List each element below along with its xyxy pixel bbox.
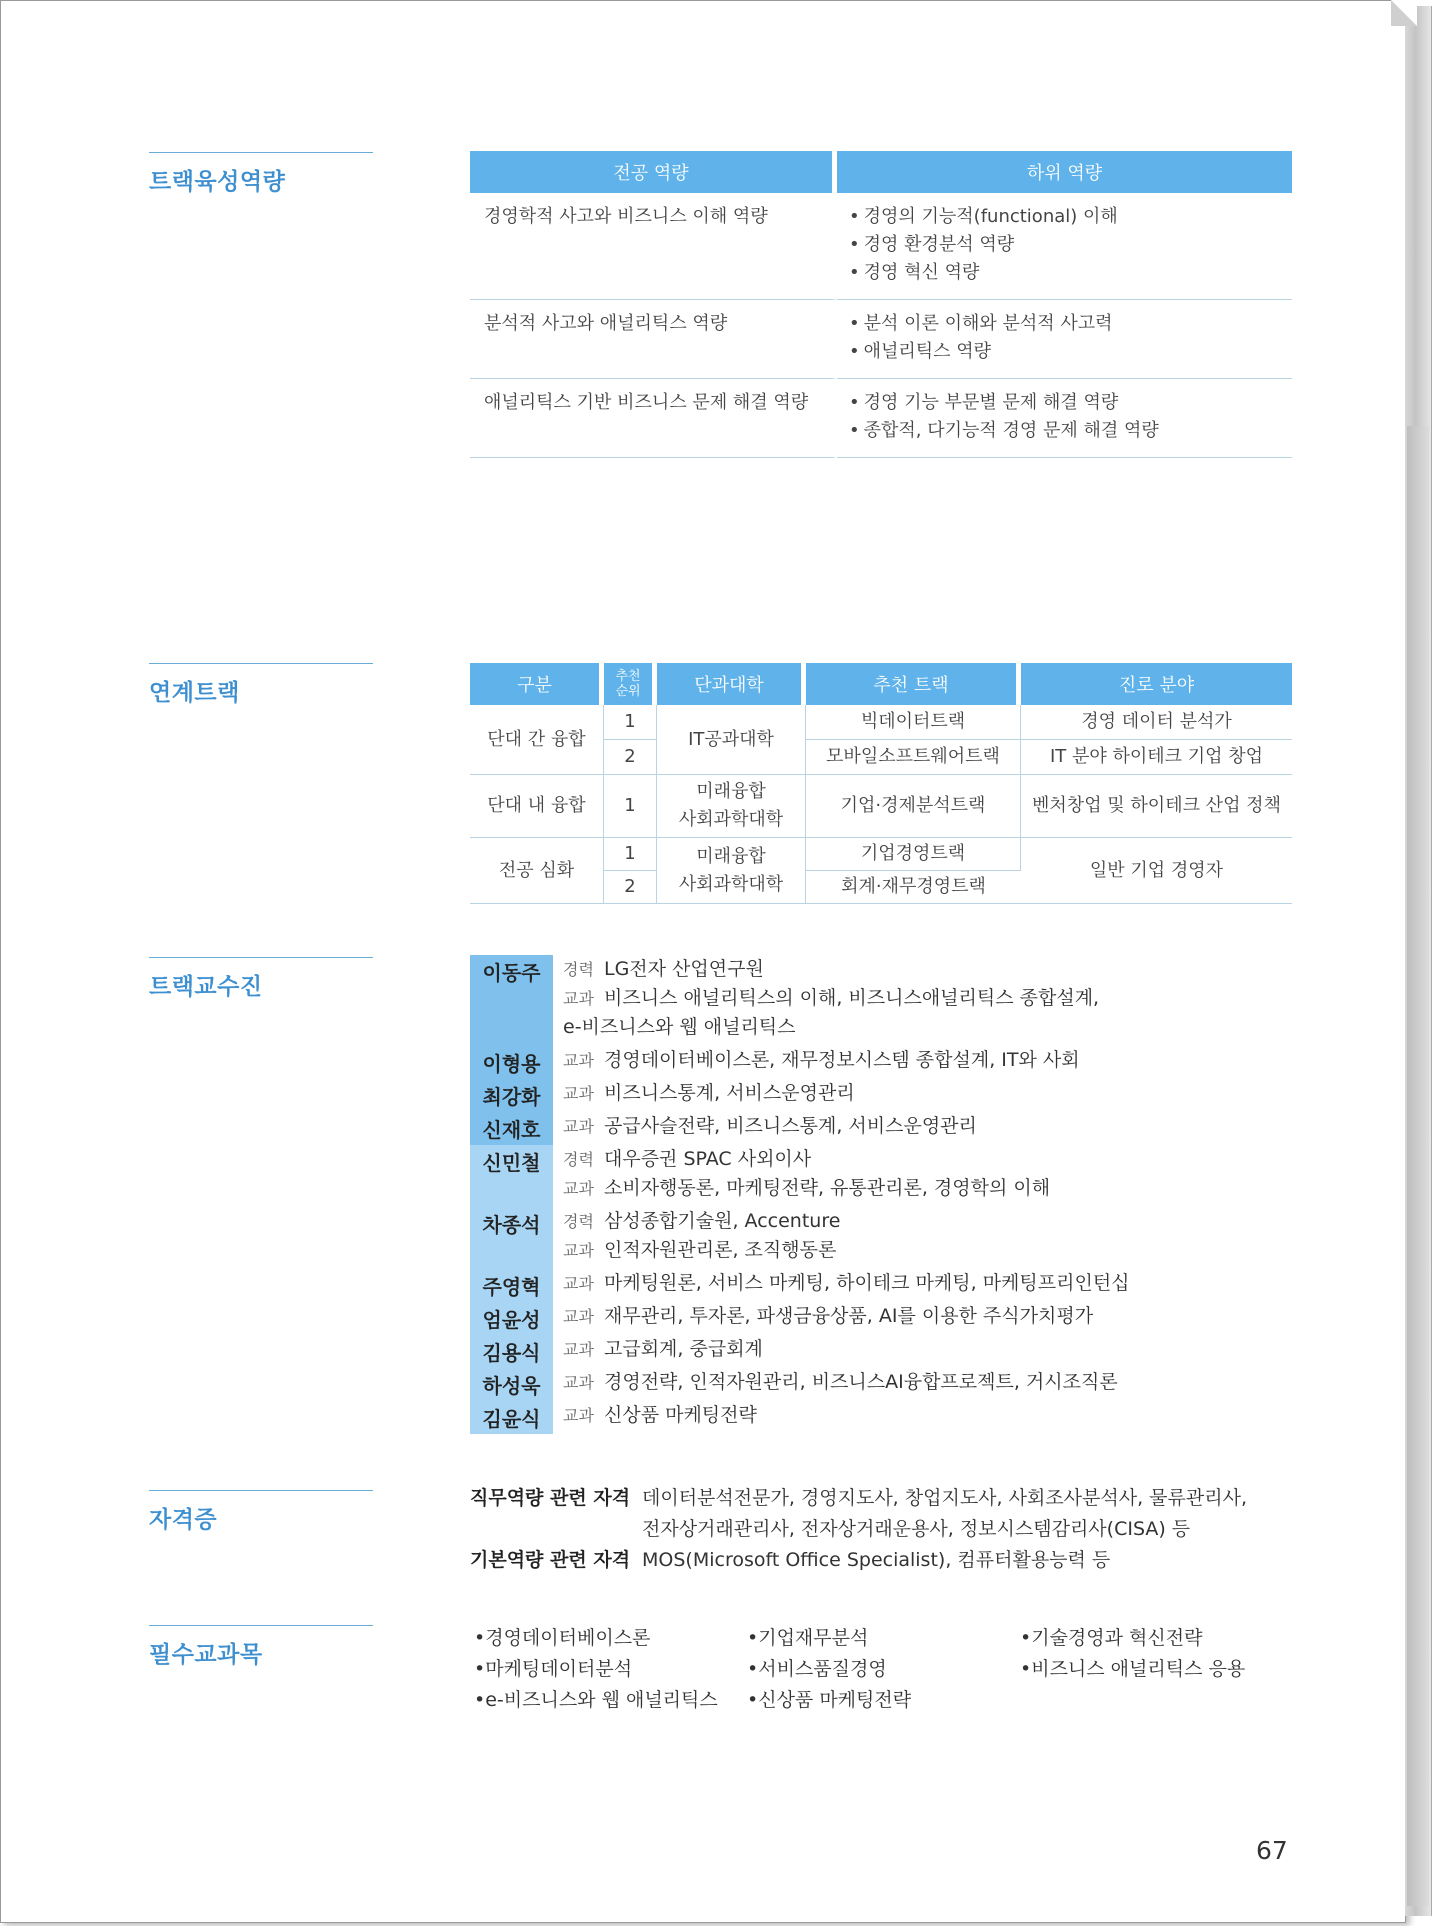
courses-tag: 교과	[563, 989, 594, 1008]
faculty-name: 신민철	[470, 1145, 553, 1207]
faculty-entry	[470, 1335, 1330, 1368]
track-row	[470, 705, 1292, 740]
track-header-row	[470, 663, 1292, 705]
page-corner-fold	[1391, 0, 1417, 26]
track-college-cell: 미래융합 사회과학대학	[657, 775, 806, 838]
career-tag: 경력	[563, 1212, 594, 1231]
track-career-cell: 벤처창업 및 하이테크 산업 정책	[1021, 775, 1292, 838]
career-tag: 경력	[563, 960, 594, 979]
competency-sub-cell	[837, 379, 1292, 458]
courses-tag: 교과	[563, 1340, 594, 1359]
faculty-name: 신재호	[470, 1112, 553, 1145]
required-course-item: • 기업재무분석	[747, 1623, 1020, 1654]
basic-certificates-row	[470, 1545, 1310, 1576]
courses-tag: 교과	[563, 1179, 594, 1198]
faculty-career: 삼성종합기술원, Accenture	[604, 1210, 841, 1232]
track-name-cell: 빅데이터트랙	[806, 705, 1021, 740]
track-career-cell: 경영 데이터 분석가	[1021, 705, 1292, 740]
page-number: 67	[1256, 1836, 1288, 1865]
track-rank-cell: 1	[604, 705, 657, 740]
track-header-track: 추천 트랙	[806, 663, 1021, 705]
faculty-courses: 비즈니스 애널리틱스의 이해, 비즈니스애널리틱스 종합설계,	[604, 987, 1100, 1009]
track-rank-cell: 1	[604, 838, 657, 871]
faculty-courses-continued: e-비즈니스와 웹 애널리틱스	[563, 1016, 796, 1038]
competency-header-row	[470, 151, 1292, 193]
faculty-courses: 경영전략, 인적자원관리, 비즈니스AI융합프로젝트, 거시조직론	[604, 1371, 1118, 1393]
basic-certificates-label: 기본역량 관련 자격	[470, 1549, 631, 1571]
faculty-entry	[470, 1207, 1330, 1269]
competency-table	[470, 151, 1292, 458]
faculty-courses: 재무관리, 투자론, 파생금융상품, AI를 이용한 주식가치평가	[604, 1305, 1094, 1327]
faculty-courses: 인적자원관리론, 조직행동론	[604, 1239, 837, 1261]
competency-row	[470, 300, 1292, 379]
faculty-entry	[470, 1269, 1330, 1302]
required-course-item: • 마케팅데이터분석	[474, 1654, 747, 1685]
required-course-list	[474, 1623, 1314, 1716]
section-label-faculty: 트랙교수진	[149, 957, 373, 1001]
section-label-competency: 트랙육성역량	[149, 152, 373, 196]
courses-tag: 교과	[563, 1274, 594, 1293]
faculty-details	[553, 1207, 840, 1269]
sub-competency-item: • 애널리틱스 역량	[849, 338, 1278, 366]
track-career-cell: 일반 기업 경영자	[1021, 838, 1292, 904]
courses-tag: 교과	[563, 1084, 594, 1103]
competency-major-cell: 분석적 사고와 애널리틱스 역량	[470, 300, 837, 379]
required-course-item: • 서비스품질경영	[747, 1654, 1020, 1685]
track-name-cell: 기업·경제분석트랙	[806, 775, 1021, 838]
linked-track-table	[470, 663, 1292, 904]
competency-header-major: 전공 역량	[470, 151, 837, 193]
track-header-category: 구분	[470, 663, 604, 705]
faculty-entry	[470, 1046, 1330, 1079]
page-edge-band	[1407, 426, 1429, 1906]
track-college-cell: 미래융합 사회과학대학	[657, 838, 806, 904]
faculty-name: 김윤식	[470, 1401, 553, 1434]
job-certificates-row-continued	[470, 1514, 1310, 1545]
courses-tag: 교과	[563, 1307, 594, 1326]
faculty-name: 엄윤성	[470, 1302, 553, 1335]
faculty-entry	[470, 1112, 1330, 1145]
faculty-details	[553, 1335, 763, 1368]
faculty-details	[553, 1079, 855, 1112]
track-header-college: 단과대학	[657, 663, 806, 705]
faculty-details	[553, 1368, 1118, 1401]
track-row	[470, 838, 1292, 871]
track-college-cell: IT공과대학	[657, 705, 806, 775]
track-rank-cell: 2	[604, 871, 657, 904]
faculty-name: 김용식	[470, 1335, 553, 1368]
certificate-list	[470, 1483, 1310, 1576]
faculty-details	[553, 1145, 1050, 1207]
faculty-entry	[470, 1145, 1330, 1207]
track-category-cell: 단대 내 융합	[470, 775, 604, 838]
track-name-cell: 회계·재무경영트랙	[806, 871, 1021, 904]
track-rank-cell: 2	[604, 740, 657, 775]
faculty-courses: 비즈니스통계, 서비스운영관리	[604, 1082, 855, 1104]
sub-competency-item: • 경영 혁신 역량	[849, 259, 1278, 287]
faculty-entry	[470, 1368, 1330, 1401]
track-row	[470, 775, 1292, 838]
track-name-cell: 모바일소프트웨어트랙	[806, 740, 1021, 775]
faculty-name: 이형용	[470, 1046, 553, 1079]
faculty-entry	[470, 955, 1330, 1046]
faculty-details	[553, 1269, 1130, 1302]
competency-row	[470, 379, 1292, 458]
faculty-entry	[470, 1302, 1330, 1335]
competency-major-cell: 경영학적 사고와 비즈니스 이해 역량	[470, 193, 837, 300]
track-category-cell: 단대 간 융합	[470, 705, 604, 775]
sub-competency-item: • 분석 이론 이해와 분석적 사고력	[849, 310, 1278, 338]
courses-tag: 교과	[563, 1051, 594, 1070]
job-certificates-line1: 데이터분석전문가, 경영지도사, 창업지도사, 사회조사분석사, 물류관리사,	[642, 1487, 1247, 1509]
competency-row	[470, 193, 1292, 300]
faculty-career: LG전자 산업연구원	[604, 958, 764, 980]
faculty-courses: 공급사슬전략, 비즈니스통계, 서비스운영관리	[604, 1115, 977, 1137]
courses-tag: 교과	[563, 1406, 594, 1425]
track-career-cell: IT 분야 하이테크 기업 창업	[1021, 740, 1292, 775]
faculty-list	[470, 955, 1330, 1434]
cert-label-spacer	[470, 1514, 642, 1545]
faculty-entry	[470, 1079, 1330, 1112]
faculty-courses: 신상품 마케팅전략	[604, 1404, 757, 1426]
faculty-details	[553, 955, 1099, 1046]
faculty-courses: 경영데이터베이스론, 재무정보시스템 종합설계, IT와 사회	[604, 1049, 1080, 1071]
section-label-certificates: 자격증	[149, 1490, 373, 1534]
track-header-rank: 추천 순위	[604, 663, 657, 705]
faculty-courses: 소비자행동론, 마케팅전략, 유통관리론, 경영학의 이해	[604, 1177, 1051, 1199]
faculty-details	[553, 1401, 757, 1434]
required-course-item: • 경영데이터베이스론	[474, 1623, 747, 1654]
competency-major-cell: 애널리틱스 기반 비즈니스 문제 해결 역량	[470, 379, 837, 458]
faculty-courses: 마케팅원론, 서비스 마케팅, 하이테크 마케팅, 마케팅프리인턴십	[604, 1272, 1130, 1294]
required-course-item: • 신상품 마케팅전략	[747, 1685, 1020, 1716]
faculty-details	[553, 1112, 977, 1145]
competency-header-sub: 하위 역량	[837, 151, 1292, 193]
courses-tag: 교과	[563, 1117, 594, 1136]
section-label-linked-tracks: 연계트랙	[149, 663, 373, 707]
courses-tag: 교과	[563, 1241, 594, 1260]
faculty-name: 최강화	[470, 1079, 553, 1112]
section-label-required-courses: 필수교과목	[149, 1625, 373, 1669]
faculty-name: 주영혁	[470, 1269, 553, 1302]
faculty-entry	[470, 1401, 1330, 1434]
sub-competency-item: • 종합적, 다기능적 경영 문제 해결 역량	[849, 417, 1278, 445]
required-course-item: • 기술경영과 혁신전략	[1020, 1623, 1300, 1654]
track-rank-cell: 1	[604, 775, 657, 838]
competency-sub-cell	[837, 300, 1292, 379]
career-tag: 경력	[563, 1150, 594, 1169]
required-course-item: • 비즈니스 애널리틱스 응용	[1020, 1654, 1300, 1685]
job-certificates-row	[470, 1483, 1310, 1514]
courses-tag: 교과	[563, 1373, 594, 1392]
job-certificates-line2: 전자상거래관리사, 전자상거래운용사, 정보시스템감리사(CISA) 등	[642, 1518, 1191, 1540]
faculty-name: 차종석	[470, 1207, 553, 1269]
faculty-career: 대우증권 SPAC 사외이사	[604, 1148, 812, 1170]
faculty-courses: 고급회계, 중급회계	[604, 1338, 763, 1360]
required-course-item: • e-비즈니스와 웹 애널리틱스	[474, 1685, 747, 1716]
job-certificates-label: 직무역량 관련 자격	[470, 1487, 631, 1509]
sub-competency-item: • 경영 환경분석 역량	[849, 231, 1278, 259]
basic-certificates-values: MOS(Microsoft Office Specialist), 컴퓨터활용능력 등	[642, 1549, 1111, 1571]
track-header-career: 진로 분야	[1021, 663, 1292, 705]
faculty-details	[553, 1302, 1093, 1335]
faculty-details	[553, 1046, 1080, 1079]
track-name-cell: 기업경영트랙	[806, 838, 1021, 871]
page-stack-edge	[1405, 6, 1432, 1916]
competency-sub-cell	[837, 193, 1292, 300]
sub-competency-item: • 경영 기능 부문별 문제 해결 역량	[849, 389, 1278, 417]
faculty-name: 이동주	[470, 955, 553, 1046]
faculty-name: 하성욱	[470, 1368, 553, 1401]
track-category-cell: 전공 심화	[470, 838, 604, 904]
sub-competency-item: • 경영의 기능적(functional) 이해	[849, 203, 1278, 231]
